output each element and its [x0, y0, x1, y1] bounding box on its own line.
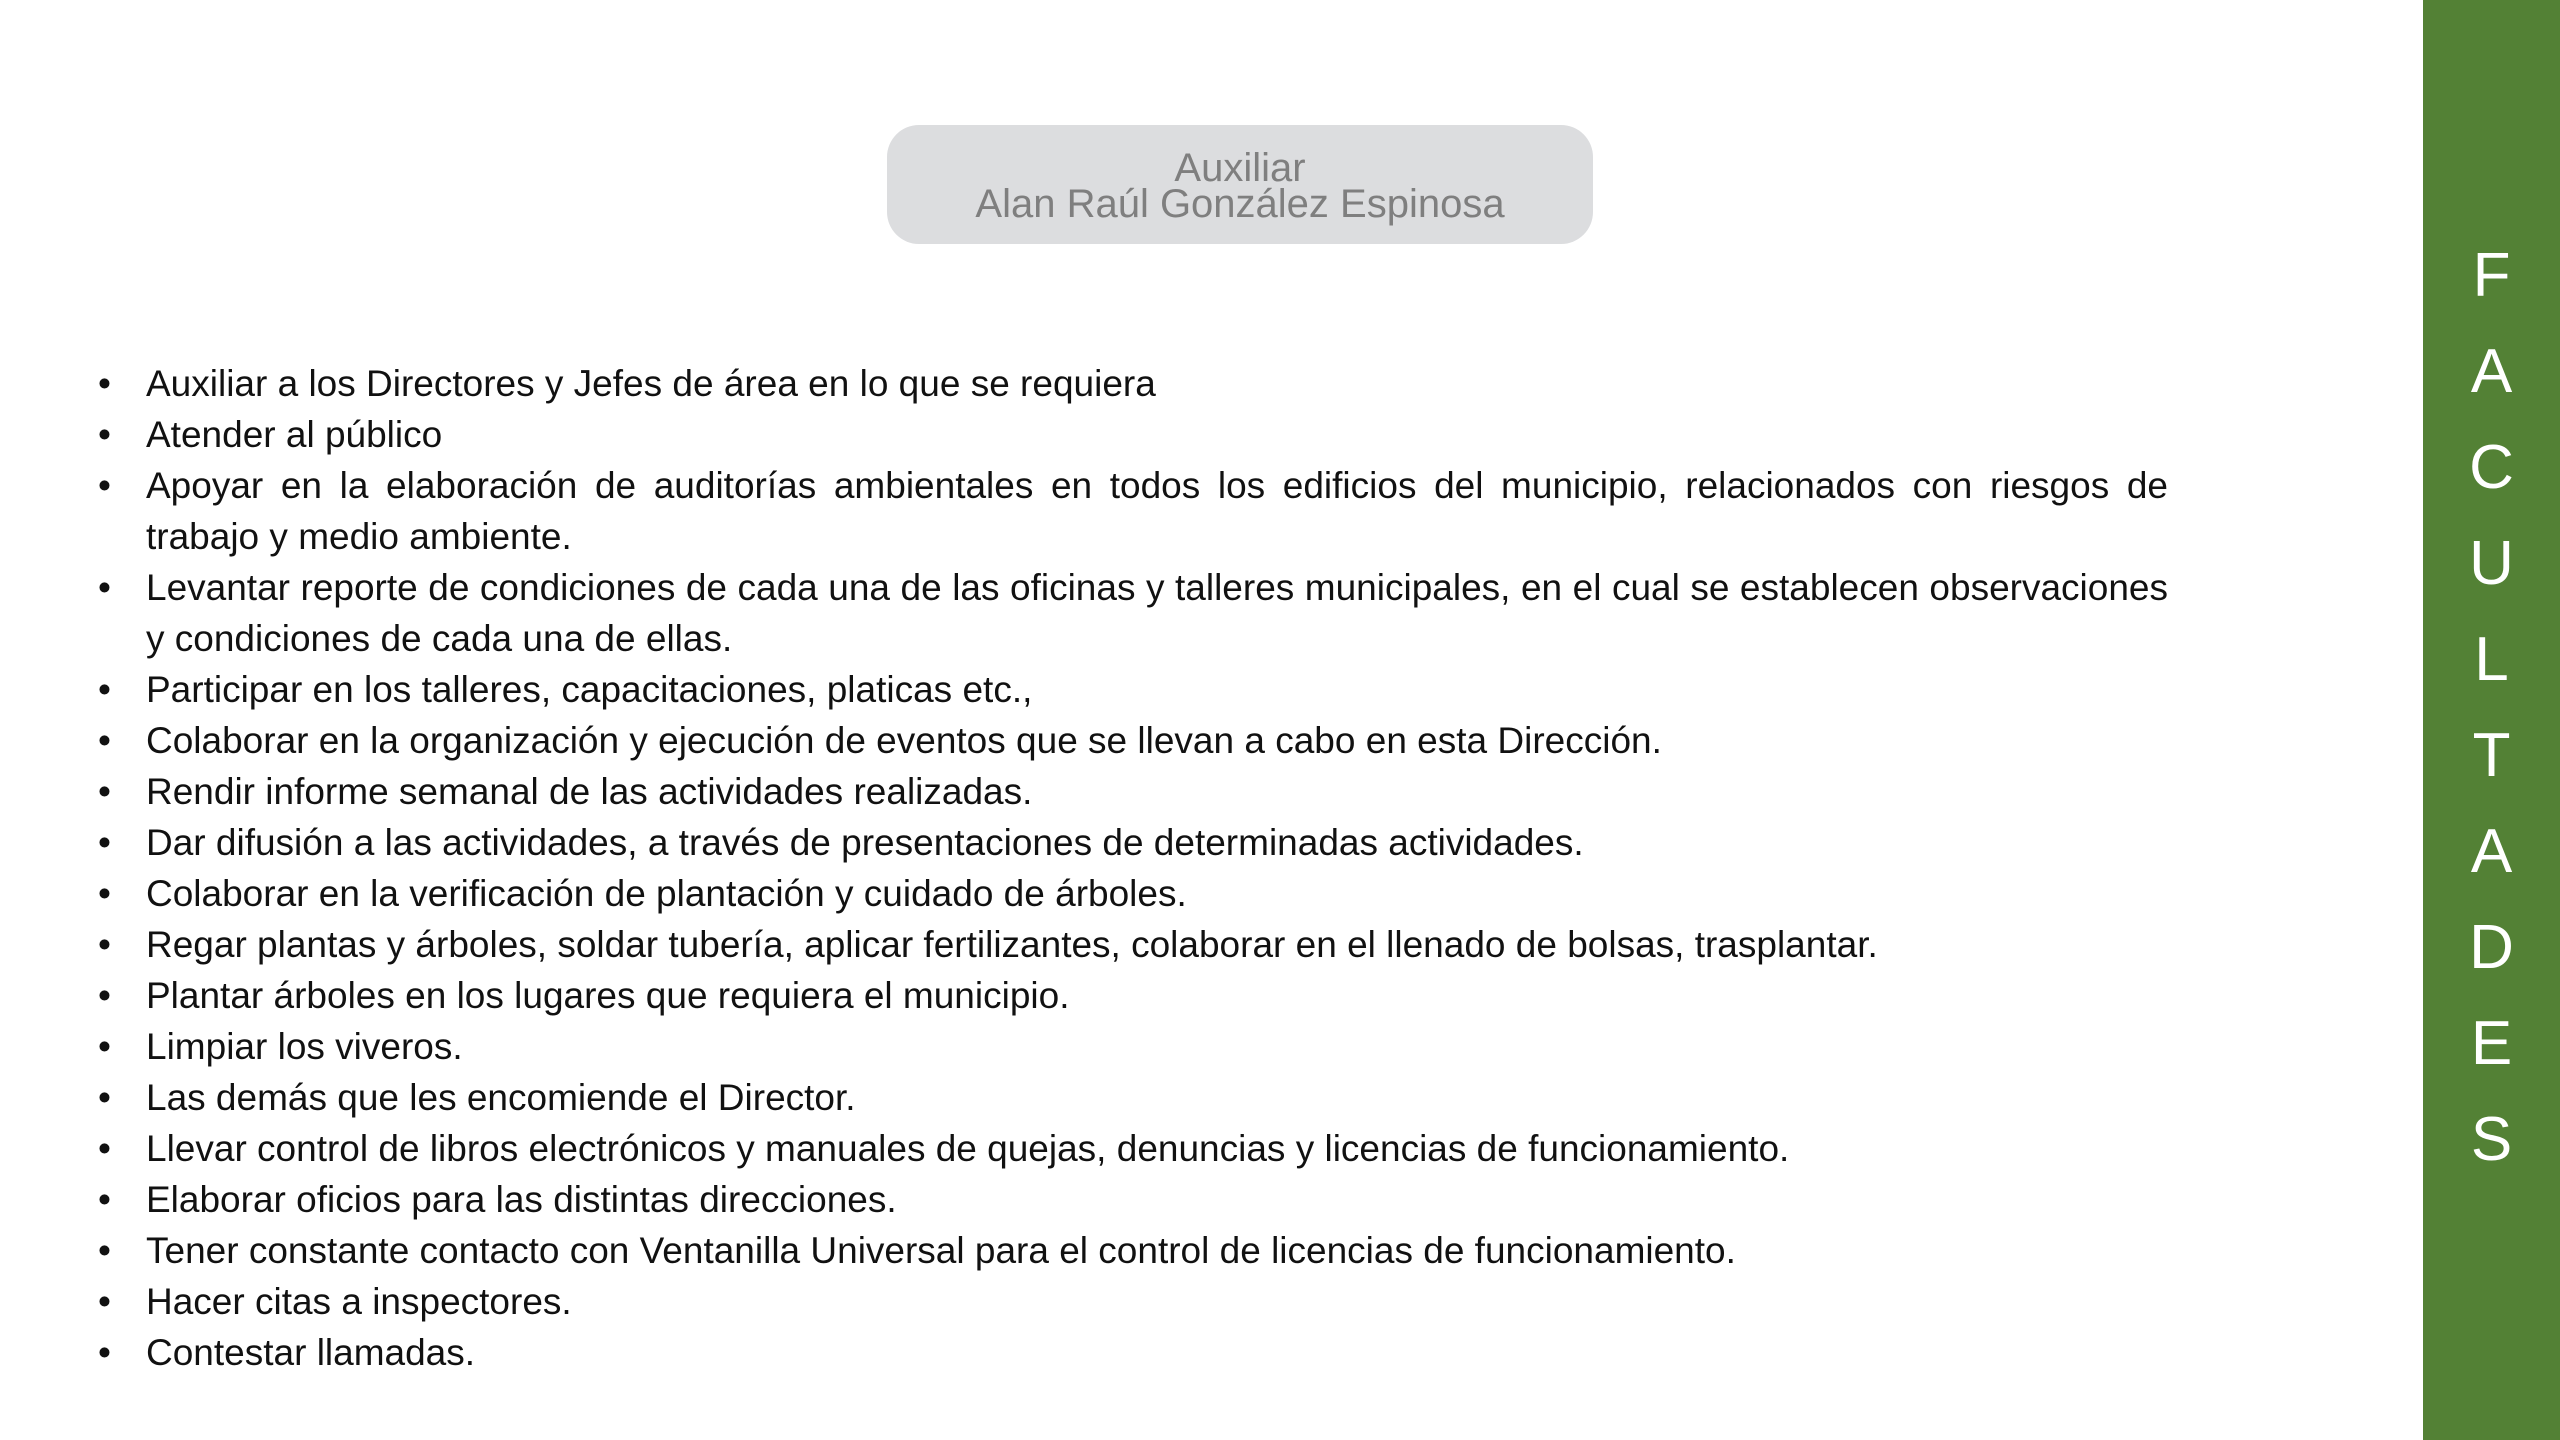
- duty-text: Tener constante contacto con Ventanilla Universal para el control de licencias de funcionamiento.: [146, 1230, 1736, 1271]
- bullet-icon: •: [98, 1179, 111, 1220]
- duty-text: Las demás que les encomiende el Director.: [146, 1077, 856, 1118]
- bullet-icon: •: [98, 822, 111, 863]
- duty-item: [96, 817, 2168, 868]
- bullet-icon: •: [98, 414, 111, 455]
- sidebar-letter: E: [2470, 1009, 2513, 1078]
- bullet-icon: •: [98, 363, 111, 404]
- bullet-icon: •: [98, 1230, 111, 1271]
- duty-text: Regar plantas y árboles, soldar tubería, aplicar fertilizantes, colaborar en el llenado de bolsas, trasplantar.: [146, 924, 1878, 965]
- duties-list: [96, 358, 2168, 1378]
- duty-item: [96, 1174, 2168, 1225]
- duty-text: Hacer citas a inspectores.: [146, 1281, 572, 1322]
- bullet-icon: •: [98, 1128, 111, 1169]
- employee-name: Alan Raúl González Espinosa: [975, 181, 1505, 226]
- duty-item: [96, 1225, 2168, 1276]
- duty-item: [96, 358, 2168, 409]
- bullet-icon: •: [98, 771, 111, 812]
- duty-text: Contestar llamadas.: [146, 1332, 476, 1373]
- bullet-icon: •: [98, 1026, 111, 1067]
- employee-header-box: [887, 125, 1593, 244]
- bullet-icon: •: [98, 465, 111, 506]
- sidebar-letter: L: [2474, 625, 2509, 694]
- duty-item: [96, 460, 2168, 562]
- sidebar-letter: U: [2469, 529, 2514, 598]
- duty-item: [96, 1021, 2168, 1072]
- duty-item: [96, 1276, 2168, 1327]
- duty-item: [96, 715, 2168, 766]
- duty-text: Apoyar en la elaboración de auditorías ambientales en todos los edificios del municipio, relacionados con riesgos de trabajo y medio ambiente.: [146, 465, 2168, 557]
- duty-text: Plantar árboles en los lugares que requiera el municipio.: [146, 975, 1070, 1016]
- employee-role: Auxiliar: [1174, 145, 1306, 190]
- duty-text: Colaborar en la organización y ejecución de eventos que se llevan a cabo en esta Dirección.: [146, 720, 1662, 761]
- duty-text: Dar difusión a las actividades, a través de presentaciones de determinadas actividades.: [146, 822, 1584, 863]
- duty-item: [96, 919, 2168, 970]
- bullet-icon: •: [98, 567, 111, 608]
- bullet-icon: •: [98, 873, 111, 914]
- duty-text: Llevar control de libros electrónicos y manuales de quejas, denuncias y licencias de funcionamiento.: [146, 1128, 1790, 1169]
- duty-item: [96, 1327, 2168, 1378]
- bullet-icon: •: [98, 1281, 111, 1322]
- bullet-icon: •: [98, 975, 111, 1016]
- bullet-icon: •: [98, 669, 111, 710]
- duty-item: [96, 1072, 2168, 1123]
- duty-text: Rendir informe semanal de las actividades realizadas.: [146, 771, 1033, 812]
- bullet-icon: •: [98, 924, 111, 965]
- bullet-icon: •: [98, 720, 111, 761]
- duty-text: Elaborar oficios para las distintas direcciones.: [146, 1179, 897, 1220]
- sidebar-letter: D: [2469, 913, 2514, 982]
- duty-text: Auxiliar a los Directores y Jefes de área en lo que se requiera: [146, 363, 1156, 404]
- bullet-icon: •: [98, 1332, 111, 1373]
- duty-text: Limpiar los viveros.: [146, 1026, 463, 1067]
- duty-item: [96, 1123, 2168, 1174]
- duty-item: [96, 868, 2168, 919]
- duty-text: Participar en los talleres, capacitaciones, platicas etc.,: [146, 669, 1033, 710]
- duty-item: [96, 970, 2168, 1021]
- sidebar-letter: C: [2469, 433, 2514, 502]
- duty-item: [96, 409, 2168, 460]
- duty-text: Atender al público: [146, 414, 443, 455]
- sidebar-vertical-title: [2423, 228, 2560, 1188]
- sidebar-letter: A: [2470, 817, 2513, 886]
- duty-item: [96, 664, 2168, 715]
- bullet-icon: •: [98, 1077, 111, 1118]
- sidebar-letter: A: [2470, 337, 2513, 406]
- sidebar-letter: F: [2472, 241, 2511, 310]
- duty-item: [96, 766, 2168, 817]
- sidebar-facultades: [2423, 0, 2560, 1440]
- sidebar-letter: S: [2470, 1105, 2513, 1174]
- duty-text: Levantar reporte de condiciones de cada una de las oficinas y talleres municipales, en el cual se establecen observaciones y condiciones de cada una de ellas.: [146, 567, 2168, 659]
- duty-text: Colaborar en la verificación de plantación y cuidado de árboles.: [146, 873, 1187, 914]
- duty-item: [96, 562, 2168, 664]
- sidebar-letter: T: [2472, 721, 2511, 790]
